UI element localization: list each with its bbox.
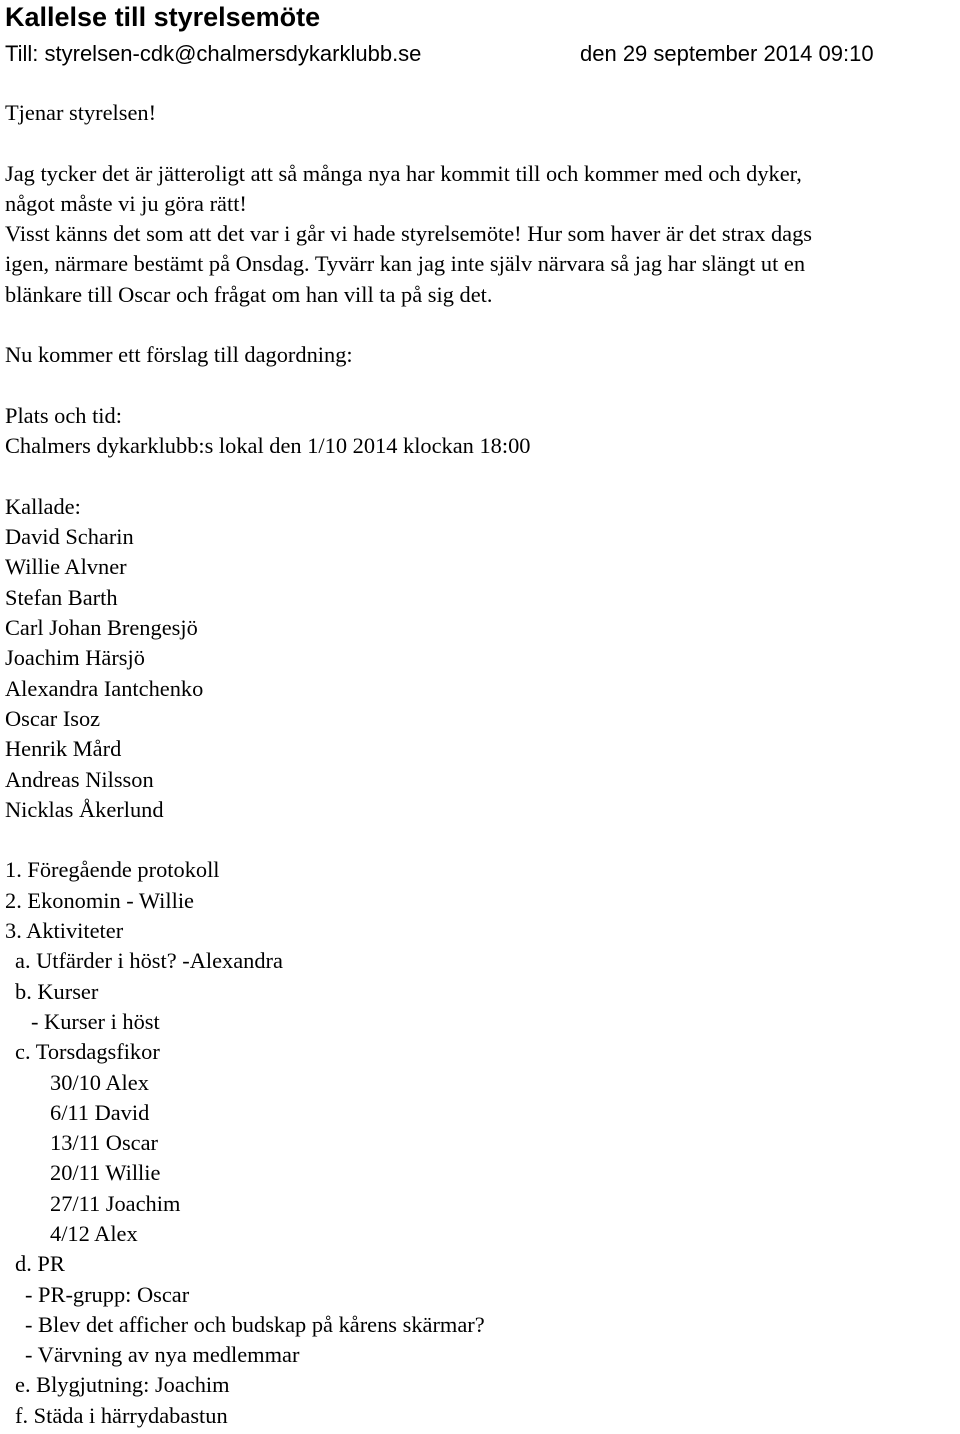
agenda-item: 1. Föregående protokoll <box>5 857 220 883</box>
invited-member: Oscar Isoz <box>5 705 101 731</box>
agenda-subitem: a. Utfärder i höst? -Alexandra <box>15 948 283 974</box>
place-value: Chalmers dykarklubb:s lokal den 1/10 2014 klockan 18:00 <box>5 433 531 459</box>
invited-member: David Scharin <box>5 524 134 550</box>
email-body <box>5 98 960 1431</box>
invited-member: Willie Alvner <box>5 554 127 580</box>
invited-member: Joachim Härsjö <box>5 645 145 671</box>
agenda-subitem: b. Kurser <box>15 978 99 1004</box>
greeting: Tjenar styrelsen! <box>5 100 157 125</box>
agenda-subsubitem: - Kurser i höst <box>31 1008 160 1034</box>
paragraph-line: något måste vi ju göra rätt! <box>5 190 247 216</box>
agenda-subitem: c. Torsdagsfikor <box>15 1039 160 1065</box>
fika-entry: 20/11 Willie <box>50 1160 161 1186</box>
agenda-subitem: d. PR <box>15 1251 65 1277</box>
invited-label: Kallade: <box>5 493 81 519</box>
invited-member: Stefan Barth <box>5 584 118 610</box>
email-title: Kallelse till styrelsemöte <box>5 2 321 32</box>
paragraph-line: igen, närmare bestämt på Onsdag. Tyvärr kan jag inte själv närvara så jag har slängt ut en <box>5 251 806 277</box>
fika-entry: 13/11 Oscar <box>50 1130 158 1156</box>
agenda-subsubitem: - Värvning av nya medlemmar <box>25 1342 300 1368</box>
sent-date: den 29 september 2014 09:10 <box>580 41 874 66</box>
place-label: Plats och tid: <box>5 402 122 428</box>
invited-member: Andreas Nilsson <box>5 766 154 792</box>
agenda-subsubitem: - PR-grupp: Oscar <box>25 1281 190 1307</box>
paragraph-line: Jag tycker det är jätteroligt att så många nya har kommit till och kommer med och dyker, <box>5 160 802 186</box>
fika-entry: 30/10 Alex <box>50 1069 149 1095</box>
invited-member: Henrik Mård <box>5 736 122 762</box>
invited-member: Nicklas Åkerlund <box>5 796 164 822</box>
agenda-subsubitem: - Blev det afficher och budskap på kårens skärmar? <box>25 1311 485 1337</box>
fika-entry: 27/11 Joachim <box>50 1190 181 1216</box>
fika-entry: 4/12 Alex <box>50 1220 138 1246</box>
agenda-subitem: e. Blygjutning: Joachim <box>15 1372 230 1398</box>
agenda-item: 3. Aktiviteter <box>5 918 124 944</box>
paragraph-line: Visst känns det som att det var i går vi hade styrelsemöte! Hur som haver är det strax dags <box>5 221 812 247</box>
fika-entry: 6/11 David <box>50 1099 150 1125</box>
agenda-subitem: f. Städa i härrydabastun <box>15 1402 228 1428</box>
paragraph-line: blänkare till Oscar och frågat om han vill ta på sig det. <box>5 281 493 307</box>
invited-member: Alexandra Iantchenko <box>5 675 204 701</box>
recipient-line: Till: styrelsen-cdk@chalmersdykarklubb.se <box>5 41 422 66</box>
agenda-item: 2. Ekonomin - Willie <box>5 887 194 913</box>
invited-member: Carl Johan Brengesjö <box>5 615 198 641</box>
agenda-intro: Nu kommer ett förslag till dagordning: <box>5 342 353 368</box>
